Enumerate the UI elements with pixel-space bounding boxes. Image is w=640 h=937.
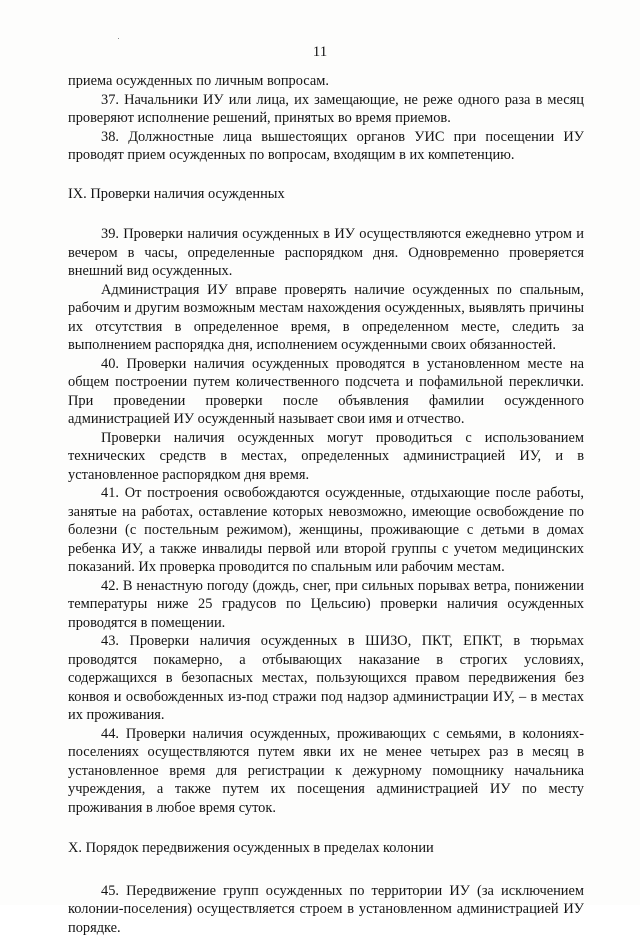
page-number: 11: [0, 44, 640, 61]
paragraph-38: 38. Должностные лица вышестоящих органов УИС при посещении ИУ проводят прием осужденных по вопросам, входящим в их компетенцию.: [68, 128, 584, 165]
document-body: [68, 72, 584, 937]
section-ix-heading: IX. Проверки наличия осужденных: [68, 185, 584, 204]
scan-speck: [118, 38, 119, 39]
paragraph-41: 41. От построения освобождаются осужденные, отдыхающие после работы, занятые на работах, оставление которых невозможно, имеющие освобождение по болезни (с постельным режимом), женщины, проживающие с детьми в домах ребенка ИУ, а также инвалиды первой или второй группы с учетом медицинских показаний. Их проверка проводится по спальным или рабочим местам.: [68, 484, 584, 577]
paragraph-44: 44. Проверки наличия осужденных, проживающих с семьями, в колониях-поселениях осуществляются путем явки их не менее четырех раз в месяц в установленное время для регистрации к дежурному помощнику начальника учреждения, а также путем их посещения администрацией ИУ по месту проживания в любое время суток.: [68, 725, 584, 818]
paragraph-39-admin: Администрация ИУ вправе проверять наличие осужденных по спальным, рабочим и другим возможным местам нахождения осужденных, выявлять причины их отсутствия в определенное время, в определенном месте, следить за выполнением распорядка дня, исполнением осужденными своих обязанностей.: [68, 281, 584, 355]
paragraph-43: 43. Проверки наличия осужденных в ШИЗО, ПКТ, ЕПКТ, в тюрьмах проводятся покамерно, а отбывающих наказание в строгих условиях, содержащихся в безопасных местах, пользующихся правом передвижения без конвоя и освобожденных из-под стражи под надзор администрации ИУ, – в местах их проживания.: [68, 632, 584, 725]
paragraph-39: 39. Проверки наличия осужденных в ИУ осуществляются ежедневно утром и вечером в часы, определенные распорядком дня. Одновременно проверяется внешний вид осужденных.: [68, 225, 584, 281]
paragraph-42: 42. В ненастную погоду (дождь, снег, при сильных порывах ветра, понижении температуры ниже 25 градусов по Цельсию) проверки наличия осужденных проводятся в помещении.: [68, 577, 584, 633]
paragraph-40: 40. Проверки наличия осужденных проводятся в установленном месте на общем построении путем количественного подсчета и пофамильной переклички. При проведении проверки после объявления фамилии осужденного администрацией ИУ осужденный называет свои имя и отчество.: [68, 355, 584, 429]
section-x-heading: X. Порядок передвижения осужденных в пределах колонии: [68, 839, 584, 858]
paragraph-40-technical: Проверки наличия осужденных могут проводиться с использованием технических средств в местах, определенных администрацией ИУ, и в установленное распорядком дня время.: [68, 429, 584, 485]
paragraph-45: 45. Передвижение групп осужденных по территории ИУ (за исключением колонии-поселения) осуществляется строем в установленном администрацией ИУ порядке.: [68, 882, 584, 937]
paragraph-36-end: приема осужденных по личным вопросам.: [68, 72, 584, 91]
paragraph-37: 37. Начальники ИУ или лица, их замещающие, не реже одного раза в месяц проверяют исполнение решений, принятых во время приемов.: [68, 91, 584, 128]
